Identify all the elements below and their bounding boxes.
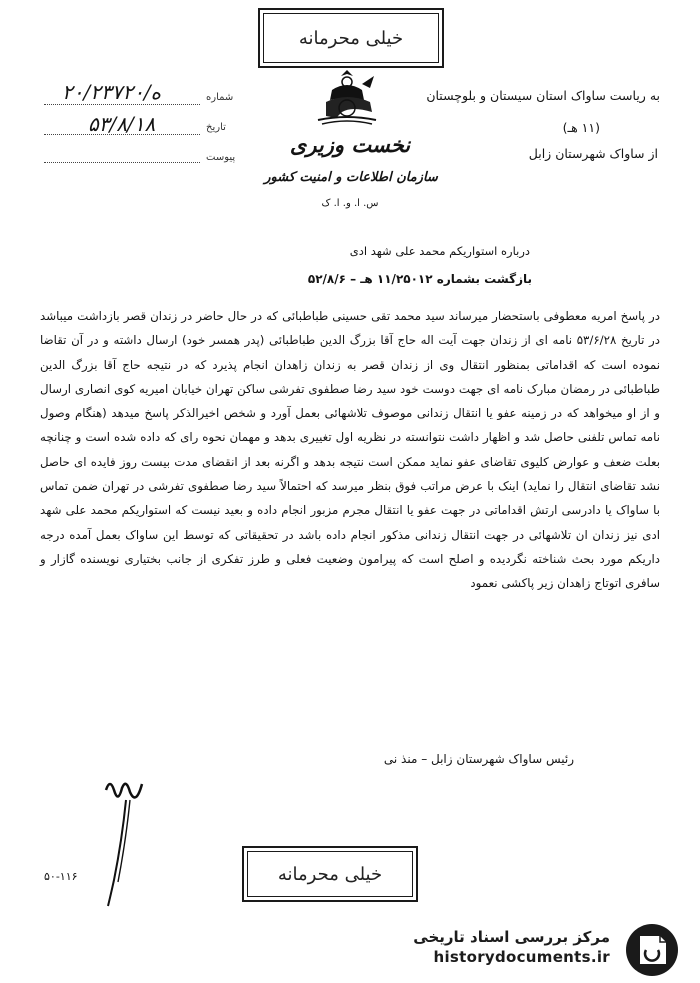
- handwritten-signature-icon: [96, 770, 166, 910]
- archive-logo-icon: [622, 922, 682, 978]
- signatory-title: رئیس ساواک شهرستان زابل – منذ نی: [383, 752, 574, 766]
- document-code: ۵۰-۱۱۶: [44, 870, 78, 883]
- stamp-text: خیلی محرمانه: [263, 13, 439, 63]
- watermark-title: مرکز بررسی اسناد تاریخی: [413, 928, 610, 946]
- classification-stamp-bottom: [242, 846, 418, 902]
- sender-line: از ساواک شهرستان زابل: [528, 146, 658, 161]
- attachment-label: پیوست: [206, 152, 236, 163]
- subject-line: درباره استواریکم محمد علی شهد ادی: [349, 244, 530, 258]
- stamp-text: خیلی محرمانه: [247, 851, 413, 897]
- letter-body: [40, 304, 660, 596]
- date-label: تاریخ: [206, 122, 226, 133]
- reference-line: بازگشت بشماره ۱۱/۲۵۰۱۲ هـ – ۵۲/۸/۶: [307, 272, 532, 286]
- watermark-url[interactable]: historydocuments.ir: [433, 948, 610, 966]
- organization-subtitle: سازمان اطلاعات و امنیت کشور: [264, 170, 438, 185]
- recipient-department: (۱۱ هـ): [562, 120, 600, 135]
- number-underline: [44, 104, 200, 105]
- watermark: [380, 928, 610, 966]
- attachment-underline: [44, 162, 200, 163]
- number-label: شماره: [206, 92, 234, 103]
- date-value: ۵۳/۸/۱۸: [88, 112, 156, 136]
- recipient-line: به ریاست ساواک استان سیستان و بلوچستان: [426, 88, 660, 103]
- organization-name: نخست وزیری: [289, 132, 411, 157]
- organization-code: س. ا. و. ا. ک: [321, 198, 379, 209]
- number-value: ۲۰/۲۳۷۲۰/ه: [62, 80, 162, 104]
- date-underline: [44, 134, 200, 135]
- classification-stamp-top: [258, 8, 444, 68]
- lion-and-sun-emblem-icon: [312, 66, 382, 128]
- body-paragraph: در پاسخ امریه معطوفی باستحضار میرساند سید محمد تقی حسینی طباطبائی که در حال حاضر در زندان قصر بازداشت میباشد در تاریخ ۵۳/۶/۲۸ نامه ای از زندان جهت آیت اله حاج آقا بزرگ الدین طباطبائی (پدر همسر خود) ارسال داشته و در آن تقاضا نموده است که اقداماتی بمنظور انتقال وی از زندان قصر به زندان زاهدان انجام پذیرد که در نتیجه حاج آقا بزرگ الدین طباطبائی در رمضان مبارک نامه ای جهت دوست خود سید رضا صطفوی تفرشی ساکن تهران خیابان امیریه کوی انصاری ارسال و از او میخواهد که در زمینه عفو یا انتقال زندانی موصوف تلاشهائی بعمل آورد و شخص اخیرالذکر پاسخ میدهد (هنگام وصول نامه تماس تلفنی حاصل شد و اظهار داشت نتوانسته در نظریه اول تغییری بدهد و مهمان نحوه رای که داده شده است و چنانچه بعلت ضعف و عوارض کلیوی تقاضای عفو نماید ممکن است نتیجه بدهد و اگرنه بعد از انقضای مدت بیست روز فایده ای حاصل نشد تقاضای انتقال را نماید) اینک با عرض مراتب فوق بنظر میرسد که احتمالاً سید رضا صطفوی تفرشی در تهران ضمن تماس با ساواک یا دادرسی ارتش اقداماتی در جهت عفو یا انتقال مجرم مزبور انجام داده و بعید نیست که استواریکم محمد علی شهد ادی نیز زندان ان تلاشهائی در جهت انتقال زندانی مذکور انجام داده باشد در تحقیقاتی که توسط این ساواک بعمل آمده درجه داریکم مورد بحث شناخته نگردیده و اصلح است که پیرامون وضعیت فعلی و طرز تفکری از جانب بختیاری نویسنده گازار و سافری اتوتاج زاهدان زیر پاکشی نعمود: [40, 309, 660, 591]
